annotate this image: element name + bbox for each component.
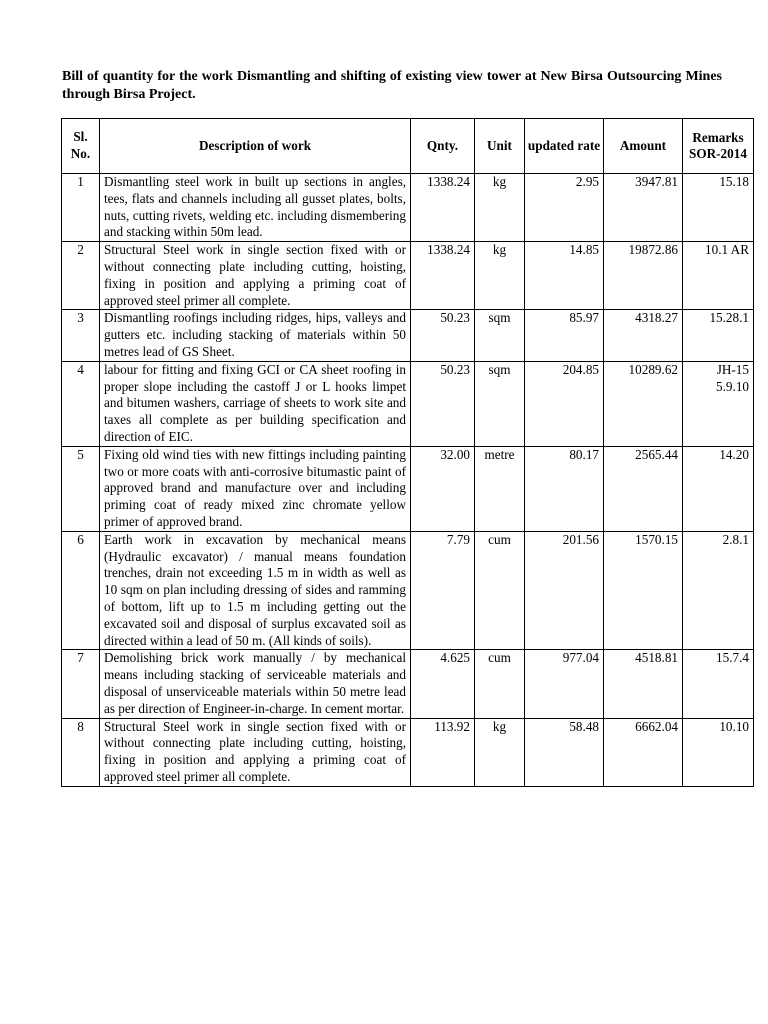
cell-unit: kg (475, 242, 525, 310)
cell-updated-rate: 80.17 (525, 446, 604, 531)
cell-remarks: 15.7.4 (683, 650, 754, 718)
cell-amount: 19872.86 (604, 242, 683, 310)
table-row (62, 531, 754, 650)
cell-quantity: 113.92 (411, 718, 475, 786)
header-amount: Amount (604, 119, 683, 174)
cell-description: Demolishing brick work manually / by mechanical means including stacking of serviceable materials and disposal of unserviceable materials within 50 metre lead as per direction of Engineer-in-charge. In cement mortar. (100, 650, 411, 718)
table-body (62, 174, 754, 787)
cell-remarks: 10.1 AR (683, 242, 754, 310)
header-row (62, 119, 754, 174)
cell-sl-no: 3 (62, 310, 100, 361)
cell-description: Fixing old wind ties with new fittings including painting two or more coats with anti-corrosive bitumastic paint of approved brand and manufacture over and including priming coat of ready mixed zinc chromate yellow primer of approved brand. (100, 446, 411, 531)
header-updated-rate: updated rate (525, 119, 604, 174)
header-unit: Unit (475, 119, 525, 174)
cell-remarks: 15.18 (683, 174, 754, 242)
table-row (62, 361, 754, 446)
cell-quantity: 1338.24 (411, 174, 475, 242)
cell-updated-rate: 2.95 (525, 174, 604, 242)
cell-amount: 3947.81 (604, 174, 683, 242)
cell-unit: kg (475, 174, 525, 242)
table-row (62, 310, 754, 361)
table-row (62, 650, 754, 718)
cell-amount: 4518.81 (604, 650, 683, 718)
cell-sl-no: 4 (62, 361, 100, 446)
cell-remarks: 2.8.1 (683, 531, 754, 650)
cell-amount: 1570.15 (604, 531, 683, 650)
table-row (62, 718, 754, 786)
cell-description: Dismantling roofings including ridges, hips, valleys and gutters etc. including stacking of materials within 50 metres lead of GS Sheet. (100, 310, 411, 361)
cell-unit: sqm (475, 361, 525, 446)
cell-updated-rate: 14.85 (525, 242, 604, 310)
table-row (62, 174, 754, 242)
cell-amount: 2565.44 (604, 446, 683, 531)
cell-sl-no: 1 (62, 174, 100, 242)
cell-quantity: 7.79 (411, 531, 475, 650)
cell-unit: kg (475, 718, 525, 786)
cell-unit: cum (475, 531, 525, 650)
table-row (62, 242, 754, 310)
bill-of-quantity-table (61, 118, 754, 787)
cell-updated-rate: 85.97 (525, 310, 604, 361)
cell-quantity: 50.23 (411, 361, 475, 446)
cell-quantity: 32.00 (411, 446, 475, 531)
cell-updated-rate: 58.48 (525, 718, 604, 786)
cell-quantity: 50.23 (411, 310, 475, 361)
cell-unit: metre (475, 446, 525, 531)
document-title: Bill of quantity for the work Dismantling and shifting of existing view tower at New Birsa Outsourcing Mines through Birsa Project. (62, 69, 722, 102)
cell-amount: 10289.62 (604, 361, 683, 446)
header-remarks: Remarks SOR-2014 (683, 119, 754, 174)
header-quantity: Qnty. (411, 119, 475, 174)
cell-updated-rate: 201.56 (525, 531, 604, 650)
cell-amount: 4318.27 (604, 310, 683, 361)
table-row (62, 446, 754, 531)
cell-description: Structural Steel work in single section fixed with or without connecting plate including cutting, hoisting, fixing in position and applying a priming coat of approved steel primer all complete. (100, 242, 411, 310)
header-sl-no: Sl. No. (62, 119, 100, 174)
cell-description: Structural Steel work in single section fixed with or without connecting plate including cutting, hoisting, fixing in position and applying a priming coat of approved steel primer all complete. (100, 718, 411, 786)
cell-description: labour for fitting and fixing GCI or CA sheet roofing in proper slope including the castoff J or L hooks limpet and bitumen washers, carriage of sheets to work site and taxes all complete as per building specification and direction of EIC. (100, 361, 411, 446)
cell-unit: sqm (475, 310, 525, 361)
cell-sl-no: 6 (62, 531, 100, 650)
cell-sl-no: 2 (62, 242, 100, 310)
cell-unit: cum (475, 650, 525, 718)
header-description: Description of work (100, 119, 411, 174)
cell-remarks: 10.10 (683, 718, 754, 786)
cell-updated-rate: 977.04 (525, 650, 604, 718)
cell-remarks: JH-15 5.9.10 (683, 361, 754, 446)
cell-remarks: 14.20 (683, 446, 754, 531)
cell-description: Dismantling steel work in built up sections in angles, tees, flats and channels including all gusset plates, bolts, nuts, cutting rivets, welding etc. including dismembering and stacking within 50m lead. (100, 174, 411, 242)
cell-remarks: 15.28.1 (683, 310, 754, 361)
cell-amount: 6662.04 (604, 718, 683, 786)
cell-updated-rate: 204.85 (525, 361, 604, 446)
cell-sl-no: 5 (62, 446, 100, 531)
cell-description: Earth work in excavation by mechanical means (Hydraulic excavator) / manual means foundation trenches, drain not exceeding 1.5 m in width as well as 10 sqm on plan including dressing of sides and ramming of bottom, lift up to 1.5 m including getting out the excavated soil and disposal of surplus excavated soil as directed within a lead of 50 m. (All kinds of soils). (100, 531, 411, 650)
cell-sl-no: 7 (62, 650, 100, 718)
cell-sl-no: 8 (62, 718, 100, 786)
cell-quantity: 1338.24 (411, 242, 475, 310)
cell-quantity: 4.625 (411, 650, 475, 718)
